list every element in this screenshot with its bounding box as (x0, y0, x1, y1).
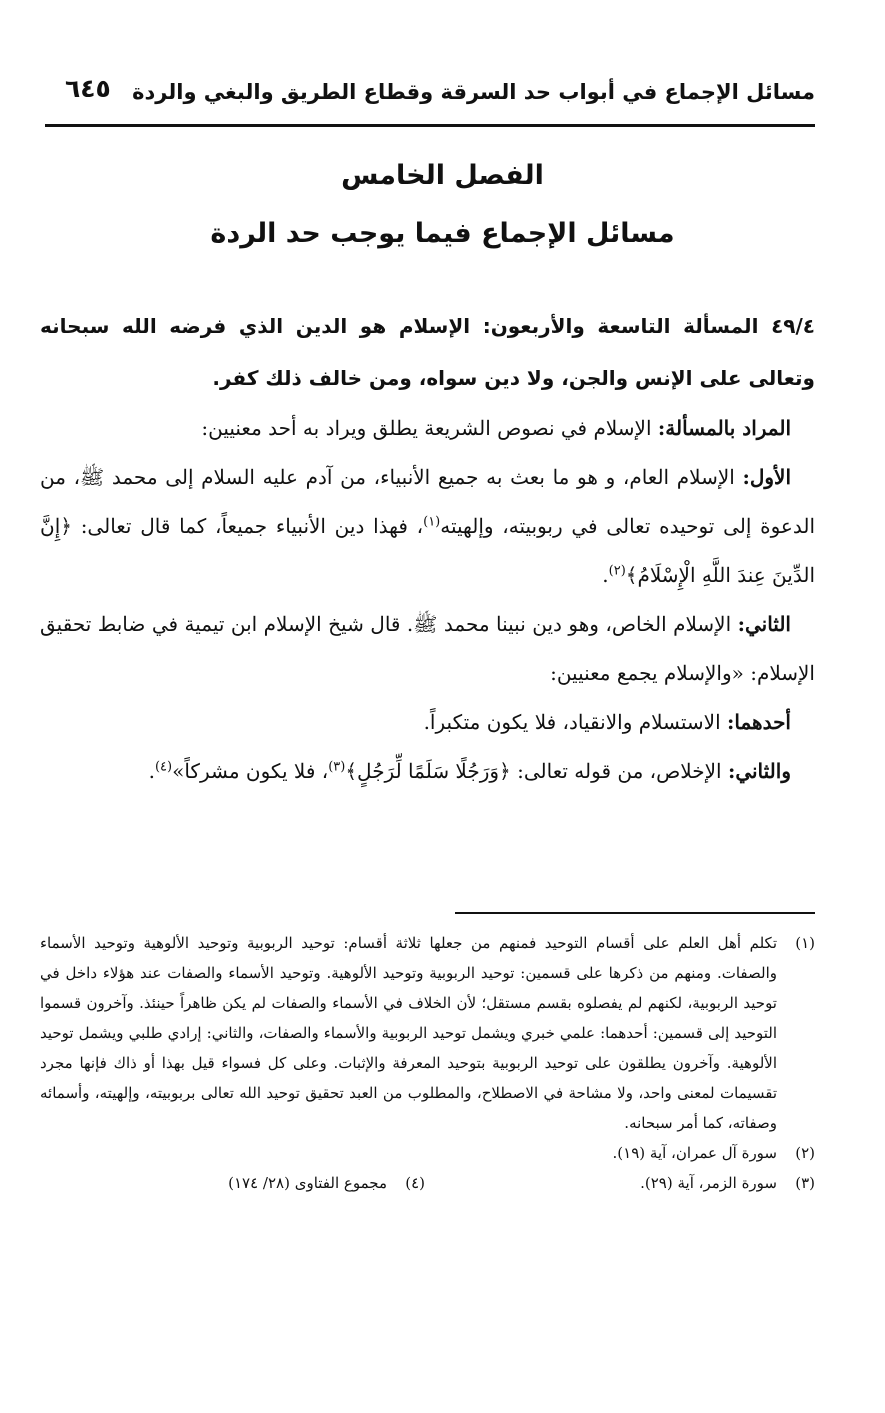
paragraph-first-sense (40, 698, 815, 747)
paragraph-lead: أحدهما: (726, 710, 791, 734)
paragraph-text: الاستسلام والانقياد، فلا يكون متكبراً. (423, 710, 721, 734)
quran-verse: ﴿إِنَّ الدِّينَ عِندَ اللَّهِ الْإِسْلَامُ﴾ (40, 514, 815, 587)
footnote-divider (455, 912, 815, 914)
footnotes (40, 928, 815, 1198)
paragraph-first-meaning (40, 453, 815, 600)
footnote-number: (٣) (795, 1174, 815, 1192)
footnote-text: مجموع الفتاوى (٢٨/ ١٧٤) (228, 1174, 387, 1192)
paragraph-text: الإسلام العام، و هو ما بعث به جميع الأنبياء، من آدم عليه السلام إلى محمد ﷺ، من الدعوة إلى توحيده تعالى في ربوبيته، وإلهيته (40, 465, 816, 538)
paragraph-text: ، فهذا دين الأنبياء جميعاً، كما قال تعالى: (80, 514, 424, 538)
footnote-row (40, 1168, 815, 1198)
footnote-4 (95, 1168, 425, 1198)
paragraph-text: الإسلام في نصوص الشريعة يطلق ويراد به أحد معنيين: (201, 416, 652, 440)
paragraph-lead: والثاني: (727, 759, 791, 783)
footnote-ref[interactable]: (٢) (608, 563, 626, 579)
paragraph-lead: المراد بالمسألة: (657, 416, 791, 440)
footnote-ref[interactable]: (١) (423, 514, 441, 530)
quran-verse: ﴿وَرَجُلًا سَلَمًا لِّرَجُلٍ﴾ (345, 759, 511, 783)
footnote-number: (٤) (405, 1174, 425, 1192)
issue-text: المسألة التاسعة والأربعون: الإسلام هو الدين الذي فرضه الله سبحانه وتعالى على الإنس والجن، ولا دين سواه، ومن خالف ذلك كفر. (40, 314, 815, 390)
running-title: مسائل الإجماع في أبواب حد السرقة وقطاع الطريق والبغي والردة (132, 80, 815, 104)
paragraph-text: الإخلاص، من قوله تعالى: (517, 759, 722, 783)
paragraph-text: الإسلام الخاص، وهو دين نبينا محمد ﷺ. قال شيخ الإسلام ابن تيمية في ضابط تحقيق الإسلام: «والإسلام يجمع معنيين: (40, 612, 815, 685)
page-number: ٦٤٥ (65, 74, 111, 103)
footnote-text: سورة الزمر، آية (٢٩). (640, 1174, 777, 1192)
footnote-3 (485, 1168, 815, 1198)
paragraph-text: ، فلا يكون مشركاً» (172, 759, 329, 783)
footnote-text: تكلم أهل العلم على أقسام التوحيد فمنهم من جعلها ثلاثة أقسام: توحيد الربوبية وتوحيد الألوهية وتوحيد الأسماء والصفات. ومنهم من ذكرها على قسمين: توحيد الربوبية وتوحيد الألوهية. وتوحيد الأسماء والصفات عند هؤلاء داخل في توحيد الربوبية، لكنهم لم يفصلوه بقسم مستقل؛ لأن الخلاف في الأسماء والصفات لم يكن ظاهراً حينئذ. وآخرون قسموا التوحيد إلى قسمين: أحدهما: علمي خبري ويشمل توحيد الربوبية والأسماء والصفات، والثاني: إرادي طلبي ويشمل توحيد الألوهية. وآخرون يطلقون على توحيد الربوبية بتوحيد المعرفة والإثبات. وعلى كل فسواء قيل بهذا أو ذاك فإنها مجرد تقسيمات لمعنى واحد، ولا مشاحة في الاصطلاح، والمطلوب من العبد تحقيق توحيد الله تعالى بربوبيته، وإلهيته، وأسمائه وصفاته، كما أمر سبحانه. (40, 934, 777, 1132)
footnote-ref[interactable]: (٣) (328, 759, 346, 775)
issue-statement (40, 300, 815, 404)
paragraph-lead: الأول: (742, 465, 792, 489)
paragraph-intent (40, 404, 815, 453)
paragraph-end: . (602, 563, 609, 587)
paragraph-second-sense (40, 747, 815, 796)
issue-number: ٤٩/٤ (771, 314, 815, 338)
paragraph-second-meaning (40, 600, 815, 698)
footnote-number: (١) (795, 934, 815, 952)
footnote-number: (٢) (795, 1144, 815, 1162)
paragraph-end: . (148, 759, 155, 783)
footnote-1 (40, 928, 815, 1138)
paragraph-lead: الثاني: (737, 612, 791, 636)
footnote-2 (40, 1138, 815, 1168)
footnote-text: سورة آل عمران، آية (١٩). (612, 1144, 777, 1162)
main-text (40, 300, 815, 796)
chapter-subtitle: مسائل الإجماع فيما يوجب حد الردة (210, 218, 675, 249)
page-header (45, 72, 815, 127)
chapter-title: الفصل الخامس (341, 160, 544, 191)
footnote-ref[interactable]: (٤) (154, 759, 173, 775)
